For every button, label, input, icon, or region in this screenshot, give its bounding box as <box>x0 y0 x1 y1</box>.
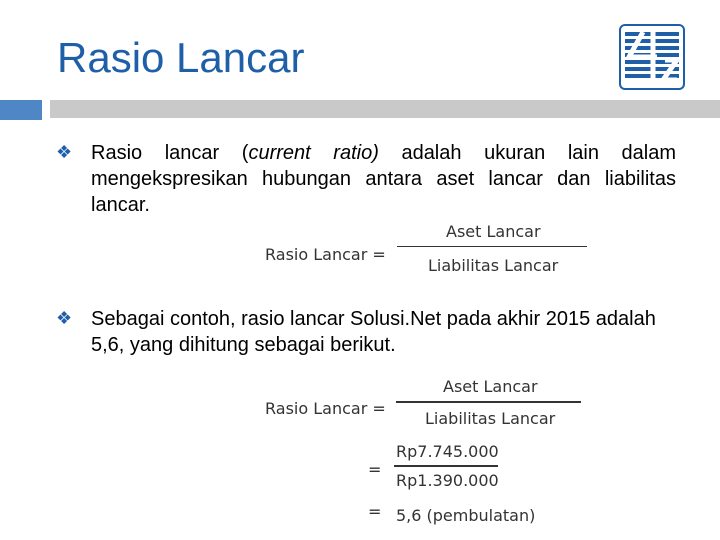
formula-1-denominator: Liabilitas Lancar <box>428 256 559 275</box>
bullet-1-rest: adalah ukuran lain dalam mengekspresikan hubungan antara aset lancar dan liabilitas lancar. <box>91 142 677 216</box>
formula-2-lhs: Rasio Lancar = <box>265 399 386 418</box>
formula-2-fraction-line-2 <box>394 465 498 467</box>
diamond-bullet-icon: ❖ <box>56 142 73 162</box>
formula-2-numerator: Aset Lancar <box>443 377 538 396</box>
formula-2-result: 5,6 (pembulatan) <box>396 506 536 525</box>
page-title: Rasio Lancar <box>57 34 305 81</box>
logo-4-mark-icon <box>619 24 685 90</box>
bullet-1-lead: Rasio lancar <box>91 142 220 164</box>
accent-bar <box>0 100 42 120</box>
formula-1-numerator: Aset Lancar <box>446 222 541 241</box>
formula-2-numerator-2: Rp7.745.000 <box>396 442 499 461</box>
formula-2-denominator-2: Rp1.390.000 <box>396 471 499 490</box>
formula-2-denominator: Liabilitas Lancar <box>425 409 556 428</box>
formula-1-fraction-line <box>397 246 587 247</box>
bullet-paragraph-2: Sebagai contoh, rasio lancar Solusi.Net pada akhir 2015 adalah 5,6, yang dihitung sebagai berikut. <box>91 308 656 356</box>
divider-bar <box>50 100 720 118</box>
diamond-bullet-icon: ❖ <box>56 308 73 328</box>
formula-2-equals-2: = <box>368 460 382 479</box>
formula-1-lhs: Rasio Lancar = <box>265 245 386 264</box>
bullet-1-italic: current ratio) <box>248 142 379 164</box>
formula-2-fraction-line <box>396 401 581 403</box>
formula-2-equals-3: = <box>368 502 382 521</box>
bullet-paragraph-1 <box>91 140 676 218</box>
bullet-1-paren: ( <box>219 142 249 164</box>
